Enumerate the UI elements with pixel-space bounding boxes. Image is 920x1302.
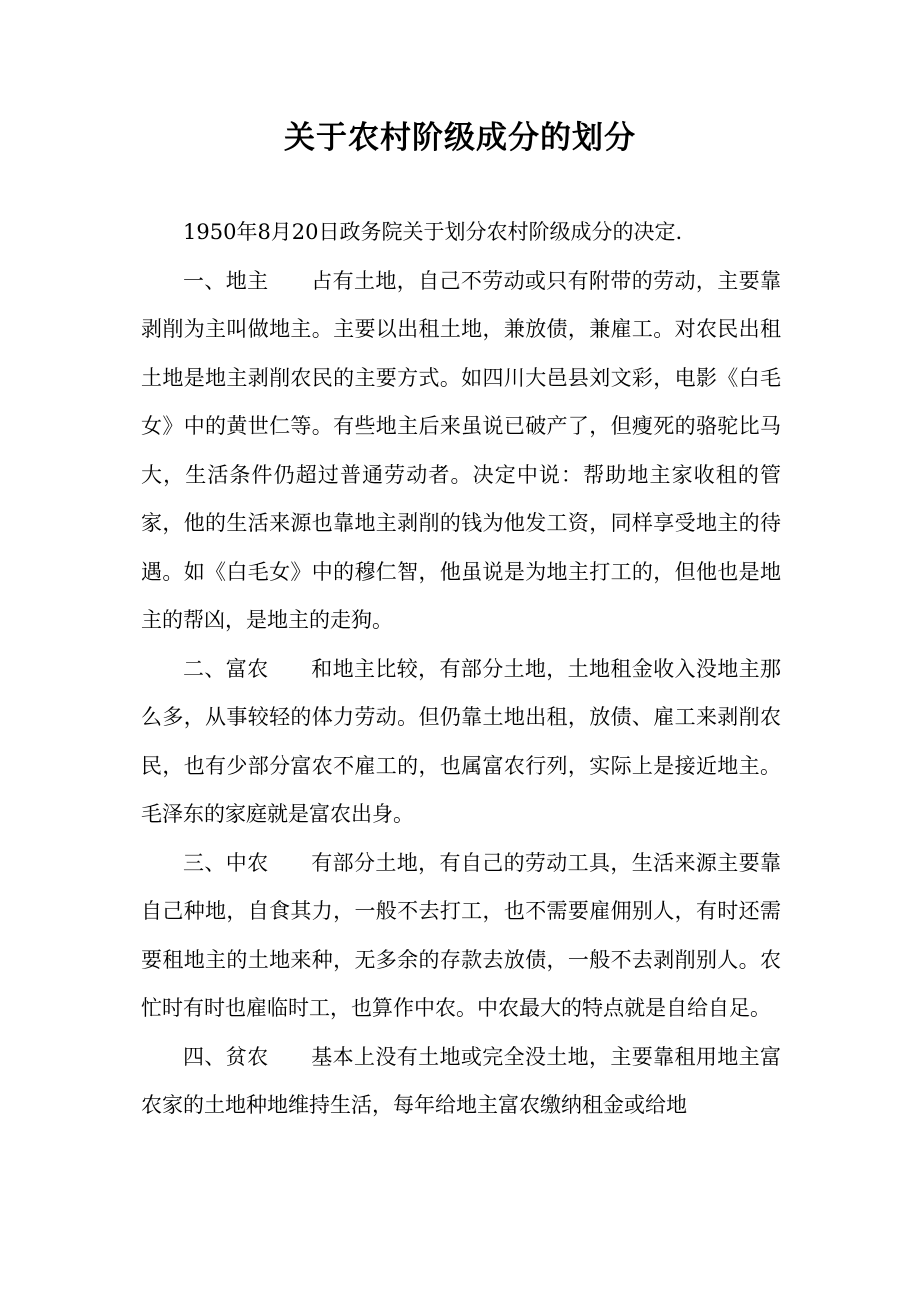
section-heading: 一、地主 [183, 268, 269, 293]
section-rich-peasant [141, 645, 781, 839]
section-heading: 二、富农 [183, 656, 269, 681]
section-text: 有部分土地，有自己的劳动工具，生活来源主要靠自己种地，自食其力，一般不去打工，也不需要雇佣别人，有时还需要租地主的土地来种，无多余的存款去放债，一般不去剥削别人。农忙时有时也雇临时工，也算作中农。中农最大的特点就是自给自足。 [141, 850, 782, 1020]
intro-paragraph: 1950年8月20日政务院关于划分农村阶级成分的决定. [183, 220, 683, 244]
section-middle-peasant [141, 839, 781, 1033]
section-text: 基本上没有土地或完全没土地，主要靠租用地主富农家的土地种地维持生活，每年给地主富农缴纳租金或给地 [141, 1044, 782, 1117]
document-title: 关于农村阶级成分的划分 [284, 120, 636, 156]
section-landlord [141, 257, 781, 645]
section-text: 占有土地，自己不劳动或只有附带的劳动，主要靠剥削为主叫做地主。主要以出租土地，兼放债，兼雇工。对农民出租土地是地主剥削农民的主要方式。如四川大邑县刘文彩，电影《白毛女》中的黄世仁等。有些地主后来虽说已破产了，但瘦死的骆驼比马大，生活条件仍超过普通劳动者。决定中说：帮助地主家收租的管家，他的生活来源也靠地主剥削的钱为他发工资，同样享受地主的待遇。如《白毛女》中的穆仁智，他虽说是为地主打工的，但他也是地主的帮凶，是地主的走狗。 [141, 268, 782, 632]
section-poor-peasant [141, 1033, 781, 1130]
document-body [141, 208, 781, 1130]
section-heading: 四、贫农 [183, 1044, 269, 1069]
section-heading: 三、中农 [183, 850, 269, 875]
section-text: 和地主比较，有部分土地，土地租金收入没地主那么多，从事较轻的体力劳动。但仍靠土地出租，放债、雇工来剥削农民，也有少部分富农不雇工的，也属富农行列，实际上是接近地主。毛泽东的家庭就是富农出身。 [141, 656, 782, 826]
